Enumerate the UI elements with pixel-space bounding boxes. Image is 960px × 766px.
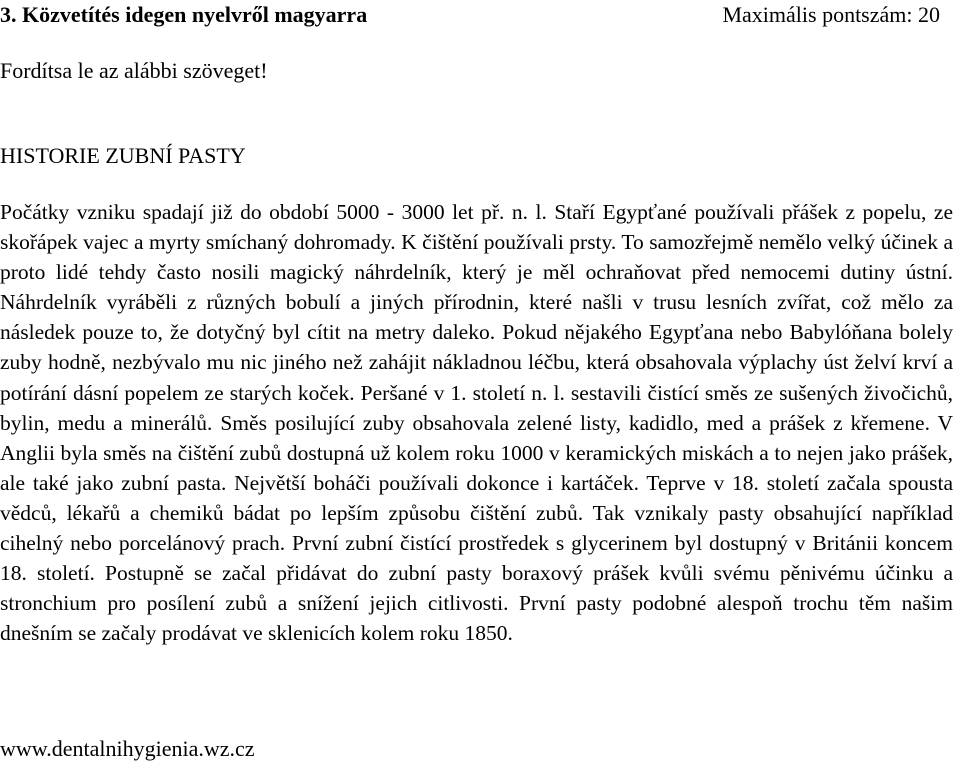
source-text-paragraph: Počátky vzniku spadají již do období 5000 - 3000 let př. n. l. Staří Egypťané používali přášek z popelu, ze skořápek vajec a myrty smíchaný dohromady. K čištění používali prsty. To samozřejmě nemělo velký účinek a proto lidé tehdy často nosili magický náhrdelník, který je měl ochraňovat před nemocemi dutiny ústní. Náhrdelník vyráběli z různých bobulí a jiných přírodnin, které našli v trusu lesních zvířat, což mělo za následek pouze to, že dotyčný byl cítit na metry daleko. Pokud nějakého Egypťana nebo Babylóňana bolely zuby hodně, nezbývalo mu nic jiného než zahájit nákladnou léčbu, která obsahovala výplachy úst želví krví a potírání dásní popelem ze starých koček. Peršané v 1. století n. l. sestavili čistící směs ze sušených živočichů, bylin, medu a minerálů. Směs posilující zuby obsahovala zelené listy, kadidlo, med a prášek z křemene. V Anglii byla směs na čištění zubů dostupná už kolem roku 1000 v keramických miskách a to nejen jako prášek, ale také jako zubní pasta. Největší boháči používali dokonce i kartáček. Teprve v 18. století začala spousta vědců, lékařů a chemiků bádat po lepším způsobu čištění zubů. Tak vznikaly pasty obsahující například cihelný nebo porcelánový prach. První zubní čistící prostředek s glycerinem byl dostupný v Británii koncem 18. století. Postupně se začal přidávat do zubní pasty boraxový prášek kvůli svému pěnivému účinku a stronchium pro posílení zubů a snížení jejich citlivosti. První pasty podobné alespoň trochu těm našim dnešním se začaly prodávat ve sklenicích kolem roku 1850. [0,200,953,646]
text-title: HISTORIE ZUBNÍ PASTY [0,143,246,168]
max-score: Maximális pontszám: 20 [722,2,940,27]
task-header [0,0,940,30]
task-title: 3. Közvetítés idegen nyelvről magyarra [0,2,368,27]
task-instruction: Fordítsa le az alábbi szöveget! [0,58,268,83]
source-url: www.dentalnihygienia.wz.cz [0,736,255,761]
